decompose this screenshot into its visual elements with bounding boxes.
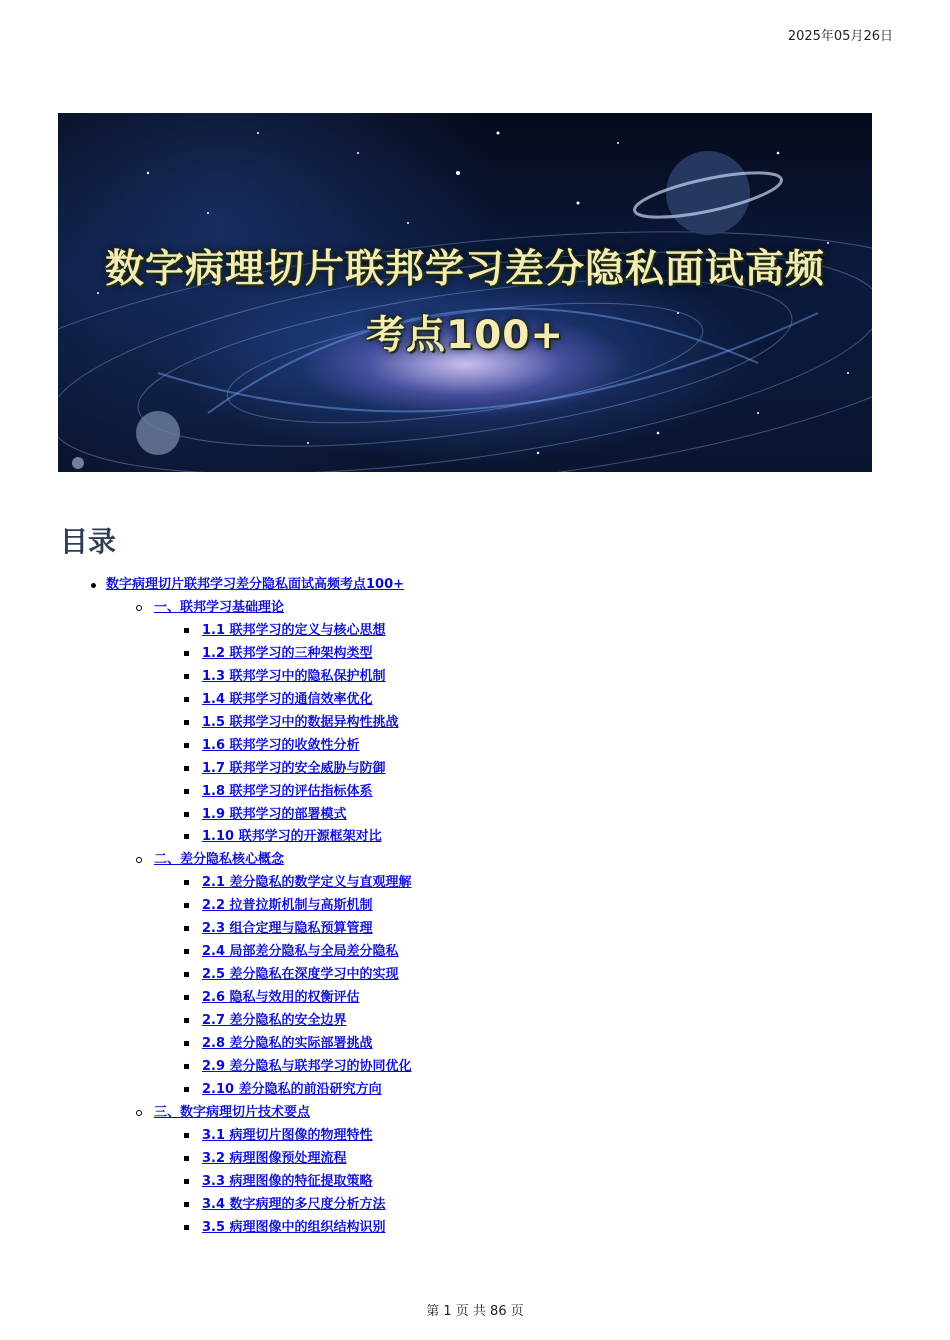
toc-link[interactable]: 1.2 联邦学习的三种架构类型 (202, 645, 373, 661)
toc-item (202, 826, 382, 848)
toc-link[interactable]: 1.1 联邦学习的定义与核心思想 (202, 622, 386, 638)
toc-link[interactable]: 2.4 局部差分隐私与全局差分隐私 (202, 944, 399, 960)
square-bullet-icon (184, 834, 189, 839)
toc-item (202, 1217, 386, 1239)
toc-link[interactable]: 三、数字病理切片技术要点 (154, 1104, 311, 1120)
toc-link[interactable]: 数字病理切片联邦学习差分隐私面试高频考点100+ (106, 577, 405, 592)
toc-item (202, 689, 373, 711)
square-bullet-icon (184, 1202, 189, 1207)
toc-heading: 目录 (60, 525, 117, 558)
document-date: 2025年05月26日 (787, 29, 893, 44)
square-bullet-icon (184, 880, 189, 885)
square-bullet-icon (184, 743, 189, 748)
toc-item (202, 964, 399, 986)
toc-item (202, 872, 412, 894)
toc-item (202, 1171, 373, 1193)
toc-link[interactable]: 2.9 差分隐私与联邦学习的协同优化 (202, 1058, 412, 1074)
square-bullet-icon (184, 926, 189, 931)
toc-item (202, 1079, 382, 1101)
square-bullet-icon (184, 1064, 189, 1069)
toc-link[interactable]: 2.2 拉普拉斯机制与高斯机制 (202, 898, 373, 914)
square-bullet-icon (184, 1225, 189, 1230)
square-bullet-icon (184, 903, 189, 908)
toc-link[interactable]: 2.5 差分隐私在深度学习中的实现 (202, 967, 399, 983)
toc-section-1 (154, 597, 284, 619)
toc-item (202, 895, 373, 917)
toc-item (202, 643, 373, 665)
toc-item (202, 804, 347, 826)
toc-item (202, 620, 386, 642)
toc-link[interactable]: 1.7 联邦学习的安全威胁与防御 (202, 760, 386, 776)
square-bullet-icon (184, 674, 189, 679)
square-bullet-icon (184, 628, 189, 633)
toc-link[interactable]: 2.8 差分隐私的实际部署挑战 (202, 1036, 373, 1051)
square-bullet-icon (184, 766, 189, 771)
toc-item (202, 1148, 347, 1170)
toc-link[interactable]: 2.3 组合定理与隐私预算管理 (202, 921, 373, 937)
square-bullet-icon (184, 720, 189, 725)
page-footer: 第 1 页 共 86 页 (426, 1304, 524, 1319)
square-bullet-icon (184, 1156, 189, 1161)
square-bullet-icon (184, 995, 189, 1000)
toc-item (202, 1056, 412, 1078)
toc-link[interactable]: 1.9 联邦学习的部署模式 (202, 806, 347, 822)
square-bullet-icon (184, 972, 189, 977)
square-bullet-icon (184, 1133, 189, 1138)
square-bullet-icon (184, 1087, 189, 1092)
toc-item (202, 987, 360, 1009)
toc-link[interactable]: 1.4 联邦学习的通信效率优化 (202, 691, 373, 707)
toc-link[interactable]: 3.5 病理图像中的组织结构识别 (202, 1219, 386, 1235)
toc-link[interactable]: 3.4 数字病理的多尺度分析方法 (202, 1196, 386, 1212)
toc-link[interactable]: 1.10 联邦学习的开源框架对比 (202, 829, 382, 845)
toc-item (202, 1194, 386, 1216)
circle-bullet-icon (136, 605, 142, 611)
square-bullet-icon (184, 651, 189, 656)
toc-item (202, 1125, 373, 1147)
toc-item (202, 941, 399, 963)
toc-link[interactable]: 1.8 联邦学习的评估指标体系 (202, 783, 373, 799)
square-bullet-icon (184, 1179, 189, 1184)
toc-item (202, 1010, 347, 1032)
square-bullet-icon (184, 949, 189, 954)
toc-item (202, 1033, 373, 1055)
toc-link[interactable]: 1.3 联邦学习中的隐私保护机制 (202, 668, 386, 684)
toc-link[interactable]: 1.5 联邦学习中的数据异构性挑战 (202, 714, 399, 730)
disc-bullet-icon (91, 583, 96, 588)
toc-link[interactable]: 3.3 病理图像的特征提取策略 (202, 1173, 373, 1189)
square-bullet-icon (184, 1041, 189, 1046)
toc-item (202, 758, 386, 780)
toc-link[interactable]: 2.1 差分隐私的数学定义与直观理解 (202, 875, 412, 891)
toc-item (202, 735, 360, 757)
square-bullet-icon (184, 1018, 189, 1023)
circle-bullet-icon (136, 1110, 142, 1116)
toc-section-2 (154, 849, 284, 871)
toc-link[interactable]: 2.6 隐私与效用的权衡评估 (202, 990, 360, 1006)
toc-link[interactable]: 1.6 联邦学习的收敛性分析 (202, 737, 360, 753)
toc-item (202, 666, 386, 688)
toc-item (202, 712, 399, 734)
toc-section-3 (154, 1102, 310, 1124)
square-bullet-icon (184, 812, 189, 817)
toc-link[interactable]: 2.10 差分隐私的前沿研究方向 (202, 1081, 382, 1097)
toc-link[interactable]: 一、联邦学习基础理论 (154, 599, 285, 615)
toc-link[interactable]: 3.2 病理图像预处理流程 (202, 1150, 347, 1166)
banner-title: 数字病理切片联邦学习差分隐私面试高频 考点100+ (104, 247, 825, 358)
toc-link[interactable]: 3.1 病理切片图像的物理特性 (202, 1127, 373, 1143)
square-bullet-icon (184, 697, 189, 702)
toc-link[interactable]: 2.7 差分隐私的安全边界 (202, 1013, 347, 1029)
toc-item (202, 918, 373, 940)
toc-link[interactable]: 二、差分隐私核心概念 (154, 852, 285, 868)
toc-item (202, 781, 373, 803)
circle-bullet-icon (136, 857, 142, 863)
toc-item-root (106, 574, 404, 596)
cover-banner-image (58, 113, 872, 472)
square-bullet-icon (184, 789, 189, 794)
